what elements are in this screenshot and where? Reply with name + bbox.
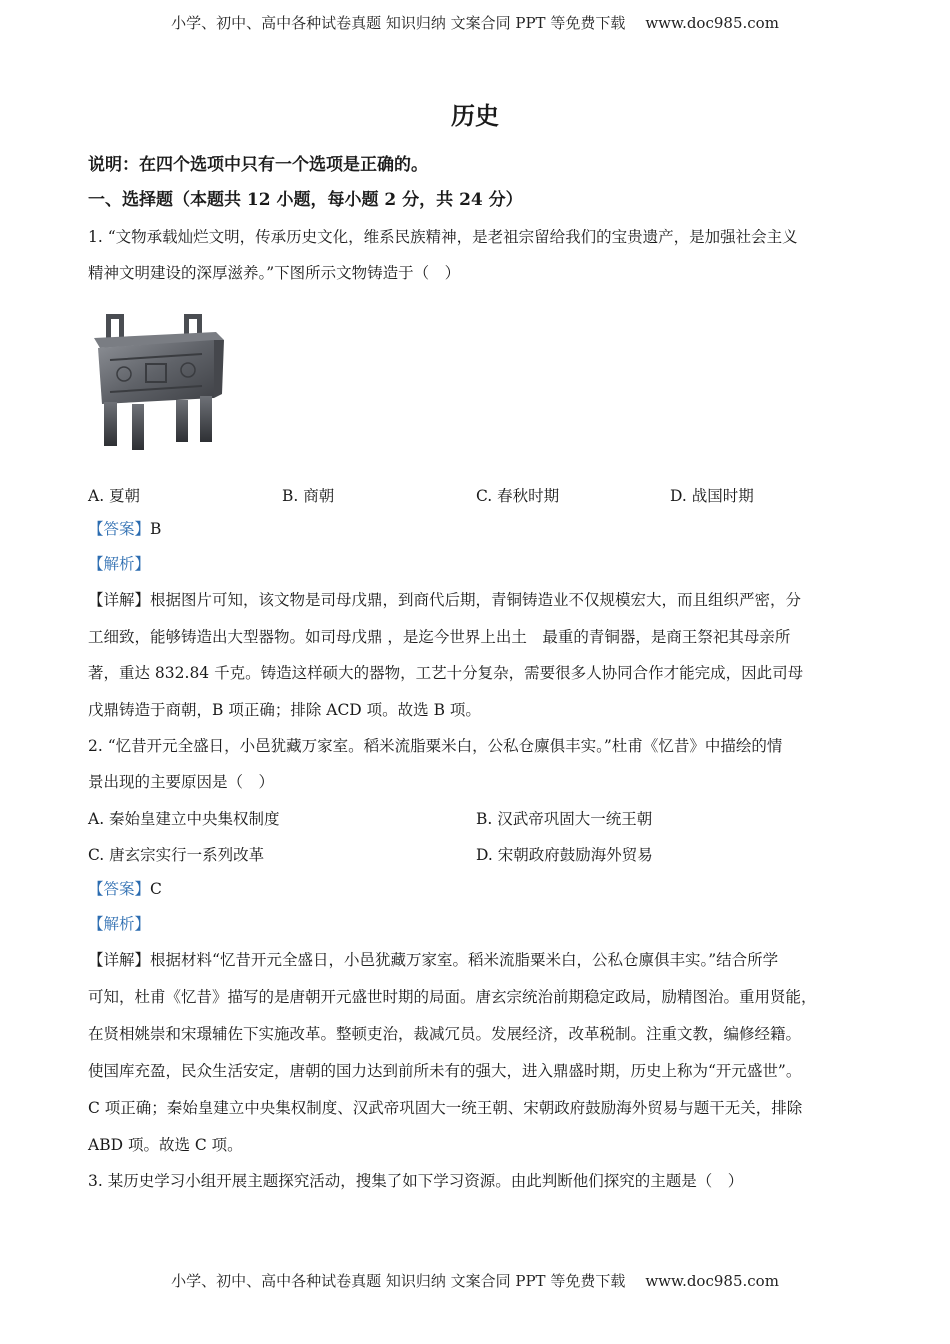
q2-option-b: B. 汉武帝巩固大一统王朝 [476,810,653,828]
section-heading: 一、选择题（本题共 12 小题，每小题 2 分，共 24 分） [88,190,523,210]
detail-text: 根据图片可知，该文物是司母戊鼎，到商代后期，青铜铸造业不仅规模宏大，而且组织严密，分 [150,591,802,609]
q1-detail-line3: 著，重达 832.84 千克。铸造这样硕大的器物，工艺十分复杂，需要很多人协同合作才能完成，因此司母 [88,664,804,682]
q1-stem-line2: 精神文明建设的深厚滋养。”下图所示文物铸造于（ ） [88,264,461,282]
detail-tag: 【详解】 [88,951,151,969]
page-header [0,12,950,33]
q2-detail-line6: ABD 项。故选 C 项。 [88,1136,243,1154]
q2-option-d: D. 宋朝政府鼓励海外贸易 [476,846,653,864]
q1-option-d: D. 战国时期 [670,487,754,505]
q1-detail-line2: 工细致，能够铸造出大型器物。如司母戊鼎 ，是迄今世界上出土 最重的青铜器，是商王祭祀其母亲所 [88,628,791,646]
q1-detail-line1 [88,589,868,611]
answer-tag: 【答案】 [88,880,151,898]
bronze-ding-image [88,308,228,454]
answer-value: B [150,520,162,538]
q2-detail-line1 [88,949,868,971]
q1-option-a: A. 夏朝 [88,487,141,505]
q2-stem-line2: 景出现的主要原因是（ ） [88,773,275,791]
detail-tag: 【详解】 [88,591,151,609]
q1-option-b: B. 商朝 [282,487,335,505]
detail-text: 根据材料“忆昔开元全盛日，小邑犹藏万家室。稻米流脂粟米白，公私仓廪俱丰实。”结合所学 [150,951,779,969]
q2-detail-line3: 在贤相姚崇和宋璟辅佐下实施改革。整顿吏治，裁减冗员。发展经济，改革税制。注重文教，编修经籍。 [88,1025,802,1043]
q1-analysis-tag: 【解析】 [88,555,151,573]
q1-option-c: C. 春秋时期 [476,487,560,505]
footer-text: 小学、初中、高中各种试卷真题 知识归纳 文案合同 PPT 等免费下载 [171,1272,626,1290]
page-footer [0,1270,950,1291]
q3-stem-line1: 3. 某历史学习小组开展主题探究活动，搜集了如下学习资源。由此判断他们探究的主题是（ ） [88,1172,744,1190]
q1-answer [88,518,868,540]
q1-detail-line4: 戊鼎铸造于商朝，B 项正确；排除 ACD 项。故选 B 项。 [88,701,481,719]
q2-analysis-tag: 【解析】 [88,915,151,933]
q2-detail-line4: 使国库充盈，民众生活安定，唐朝的国力达到前所未有的强大，进入鼎盛时期，历史上称为“开元盛世”。 [88,1062,802,1080]
q2-option-c: C. 唐玄宗实行一系列改革 [88,846,265,864]
answer-tag: 【答案】 [88,520,151,538]
header-url[interactable]: www.doc985.com [645,14,779,32]
q2-detail-line2: 可知，杜甫《忆昔》描写的是唐朝开元盛世时期的局面。唐玄宗统治前期稳定政局，励精图治。重用贤能， [88,988,817,1006]
page-title: 历史 [451,101,499,130]
q1-stem-line1: 1. “文物承载灿烂文明，传承历史文化，维系民族精神，是老祖宗留给我们的宝贵遗产，是加强社会主义 [88,228,798,246]
q2-answer [88,878,868,900]
instruction: 说明：在四个选项中只有一个选项是正确的。 [88,155,428,175]
answer-value: C [150,880,162,898]
header-text: 小学、初中、高中各种试卷真题 知识归纳 文案合同 PPT 等免费下载 [171,14,626,32]
footer-url[interactable]: www.doc985.com [645,1272,779,1290]
q2-detail-line5: C 项正确；秦始皇建立中央集权制度、汉武帝巩固大一统王朝、宋朝政府鼓励海外贸易与题干无关，排除 [88,1099,803,1117]
q2-option-a: A. 秦始皇建立中央集权制度 [88,810,280,828]
q2-stem-line1: 2. “忆昔开元全盛日，小邑犹藏万家室。稻米流脂粟米白，公私仓廪俱丰实。”杜甫《忆昔》中描绘的情 [88,737,783,755]
